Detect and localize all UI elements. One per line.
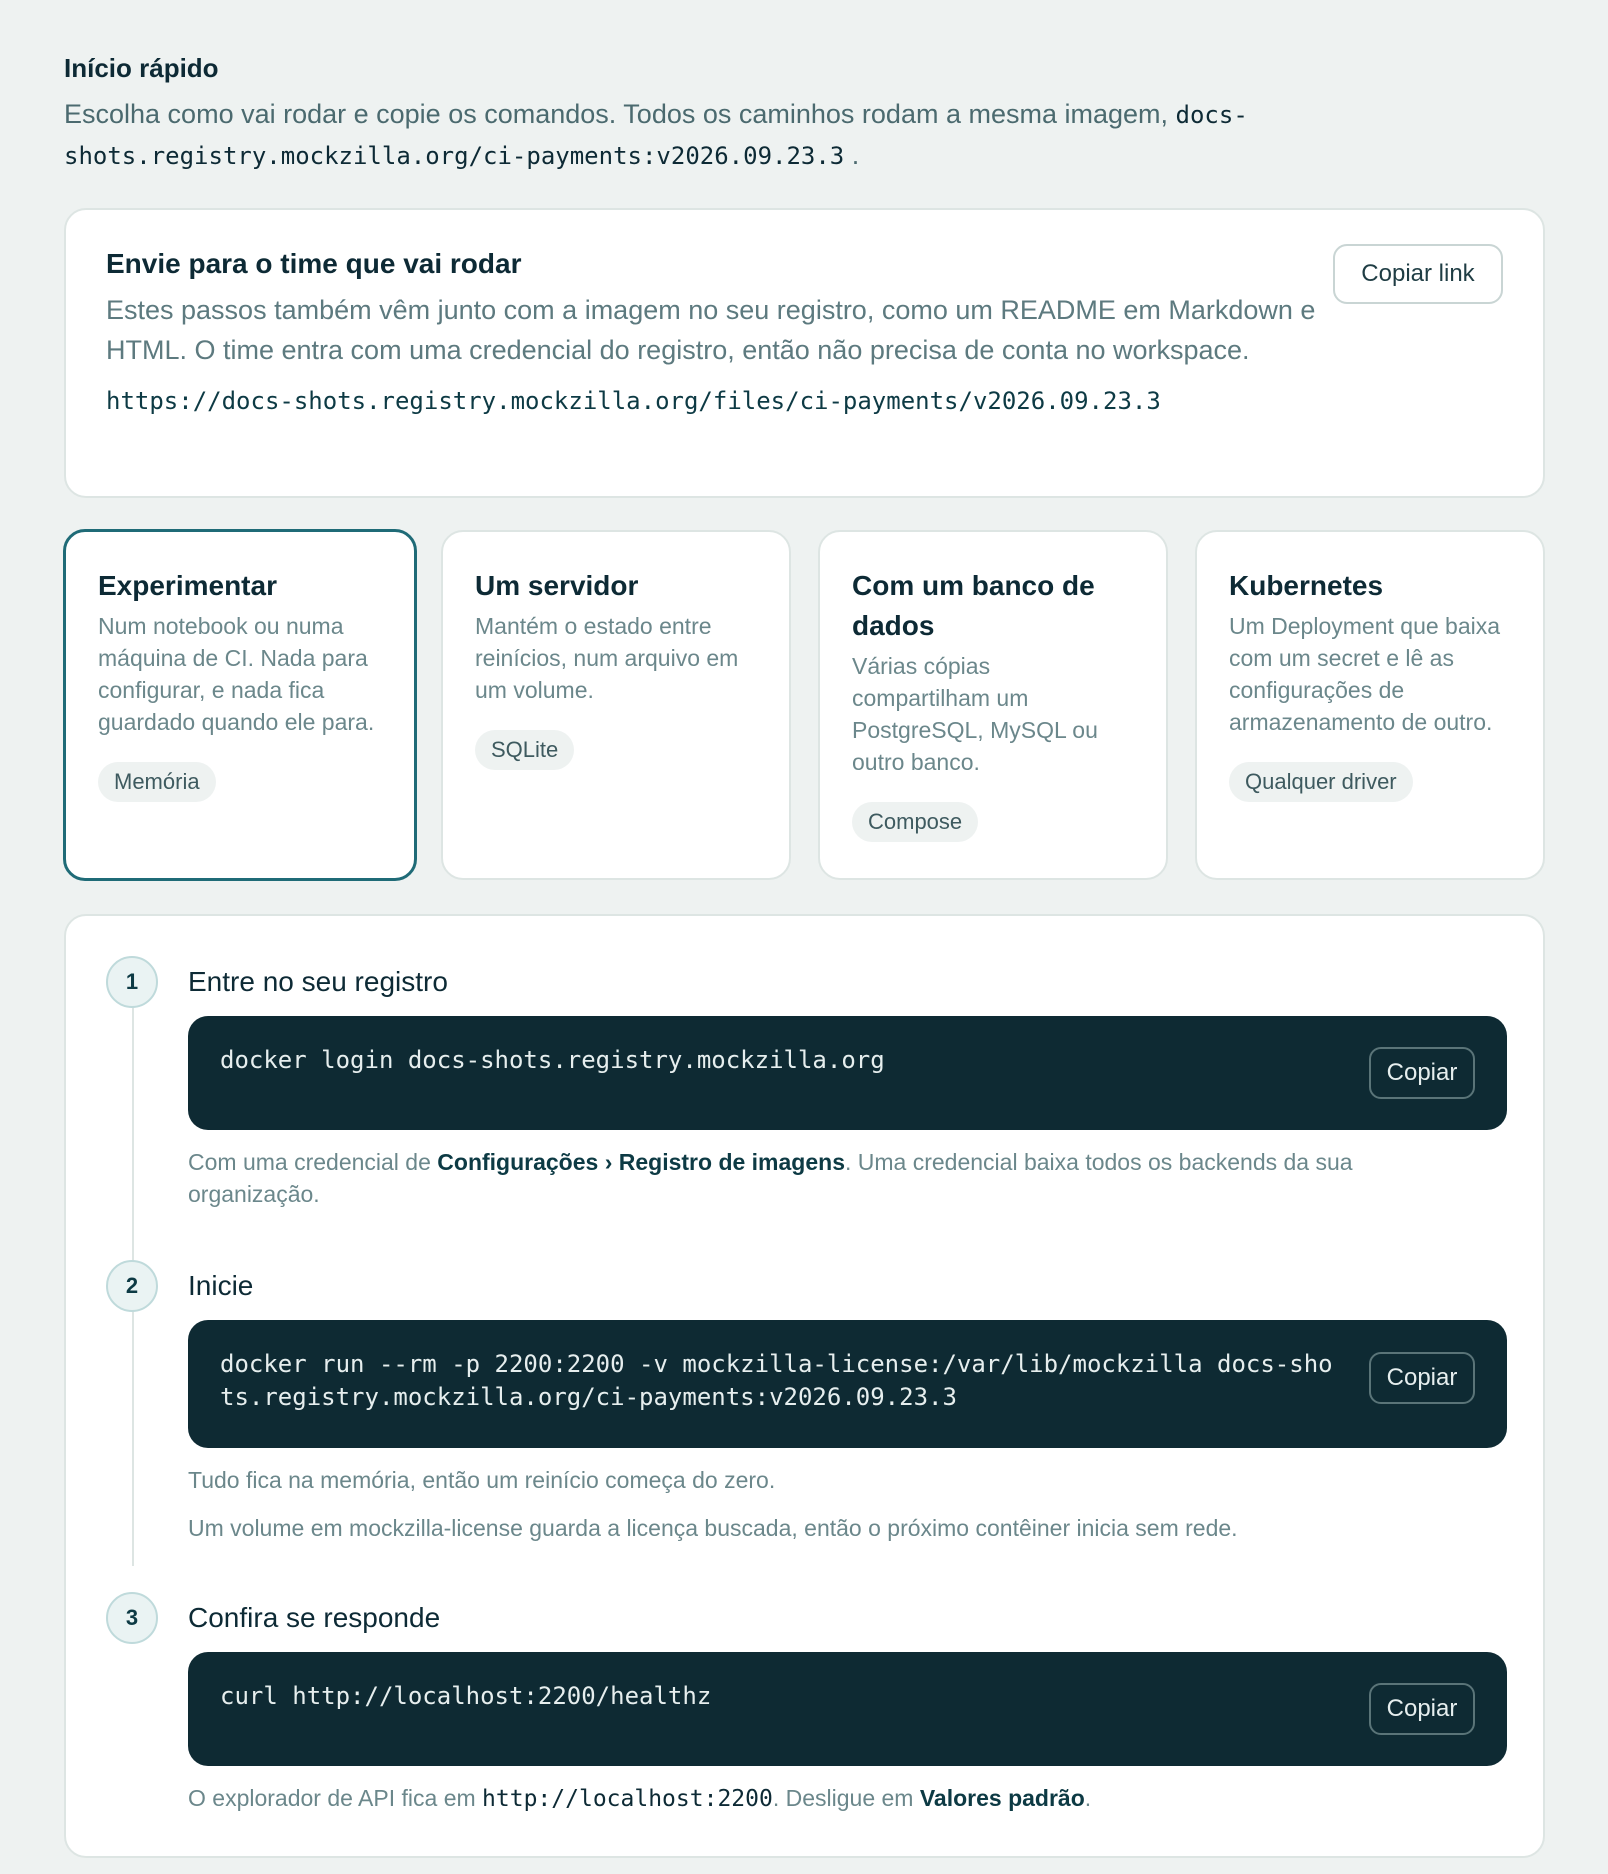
copy-button[interactable]: Copiar xyxy=(1369,1352,1475,1404)
steps-card xyxy=(64,914,1545,1858)
step-note xyxy=(188,1146,1488,1210)
share-title: Envie para o time que vai rodar xyxy=(106,248,522,279)
option-description: Um Deployment que baixa com um secret e lê as configurações de armazenamento de outro. xyxy=(1229,613,1501,735)
step-note: Tudo fica na memória, então um reinício começa do zero. xyxy=(188,1467,776,1493)
option-title: Um servidor xyxy=(475,570,639,601)
code-block xyxy=(188,1016,1507,1130)
step-title: Confira se responde xyxy=(188,1602,441,1633)
note-text: . Desligue em xyxy=(772,1785,920,1811)
code-block xyxy=(188,1652,1507,1766)
api-explorer-url: http://localhost:2200 xyxy=(482,1786,773,1812)
note-text: O explorador de API fica em xyxy=(188,1785,483,1811)
option-um-servidor[interactable] xyxy=(441,530,791,880)
copy-button[interactable]: Copiar xyxy=(1369,1683,1475,1735)
note-text: . xyxy=(1084,1785,1092,1811)
command-text[interactable]: docker login docs-shots.registry.mockzilla.org xyxy=(220,1046,885,1074)
page-description xyxy=(64,94,1364,176)
option-title: Com um banco de dados xyxy=(852,570,1095,641)
command-text[interactable]: curl http://localhost:2200/healthz xyxy=(220,1682,712,1710)
run-options xyxy=(64,530,1545,880)
step-note-volume: Um volume em mockzilla-license guarda a licença buscada, então o próximo contêiner inicia sem rede. xyxy=(188,1515,1238,1541)
option-title: Experimentar xyxy=(98,570,277,601)
option-banco-de-dados[interactable] xyxy=(818,530,1168,880)
intro-text-end: . xyxy=(844,140,860,170)
default-values-link[interactable]: Valores padrão xyxy=(919,1785,1085,1811)
share-description: Estes passos também vêm junto com a imagem no seu registro, como um README em Markdown e HTML. O time entra com uma credencial do registro, então não precisa de conta no workspace. xyxy=(106,295,1316,365)
option-description: Mantém o estado entre reinícios, num arquivo em um volume. xyxy=(475,613,739,703)
step-number: 3 xyxy=(106,1592,158,1644)
note-text: . Uma credencial baixa todos os backends da sua organização. xyxy=(188,1149,1353,1207)
note-text: Com uma credencial de xyxy=(188,1149,438,1175)
step-title: Entre no seu registro xyxy=(188,966,448,997)
image-name: docs-shots.registry.mockzilla.org/ci-payments:v2026.09.23.3 xyxy=(64,101,1248,170)
page-title: Início rápido xyxy=(64,53,219,83)
code-block xyxy=(188,1320,1507,1448)
step-number: 2 xyxy=(106,1260,158,1312)
command-text[interactable]: docker run --rm -p 2200:2200 -v mockzilla-license:/var/lib/mockzilla docs-shots.registry.mockzilla.org/ci-payments:v2026.09.23.3 xyxy=(220,1350,1333,1411)
copy-button[interactable]: Copiar xyxy=(1369,1047,1475,1099)
registry-settings-link[interactable]: Configurações › Registro de imagens xyxy=(437,1149,845,1175)
step-number: 1 xyxy=(106,956,158,1008)
option-description: Num notebook ou numa máquina de CI. Nada para configurar, e nada fica guardado quando ele para. xyxy=(98,613,375,735)
option-description: Várias cópias compartilham um PostgreSQL, MySQL ou outro banco. xyxy=(852,653,1098,775)
step-note xyxy=(188,1782,1488,1815)
option-experimentar[interactable] xyxy=(63,529,417,881)
option-title: Kubernetes xyxy=(1229,570,1384,601)
intro-text: Escolha como vai rodar e copie os comandos. Todos os caminhos rodam a mesma imagem, xyxy=(64,99,1176,129)
option-badge: Qualquer driver xyxy=(1229,762,1413,802)
share-url: https://docs-shots.registry.mockzilla.org/files/ci-payments/v2026.09.23.3 xyxy=(106,387,1161,415)
option-badge: Memória xyxy=(98,762,216,802)
option-badge: SQLite xyxy=(475,730,574,770)
option-badge: Compose xyxy=(852,802,978,842)
step-title: Inicie xyxy=(188,1270,254,1301)
copy-link-button[interactable]: Copiar link xyxy=(1333,244,1503,304)
option-kubernetes[interactable] xyxy=(1195,530,1545,880)
share-card xyxy=(64,208,1545,498)
